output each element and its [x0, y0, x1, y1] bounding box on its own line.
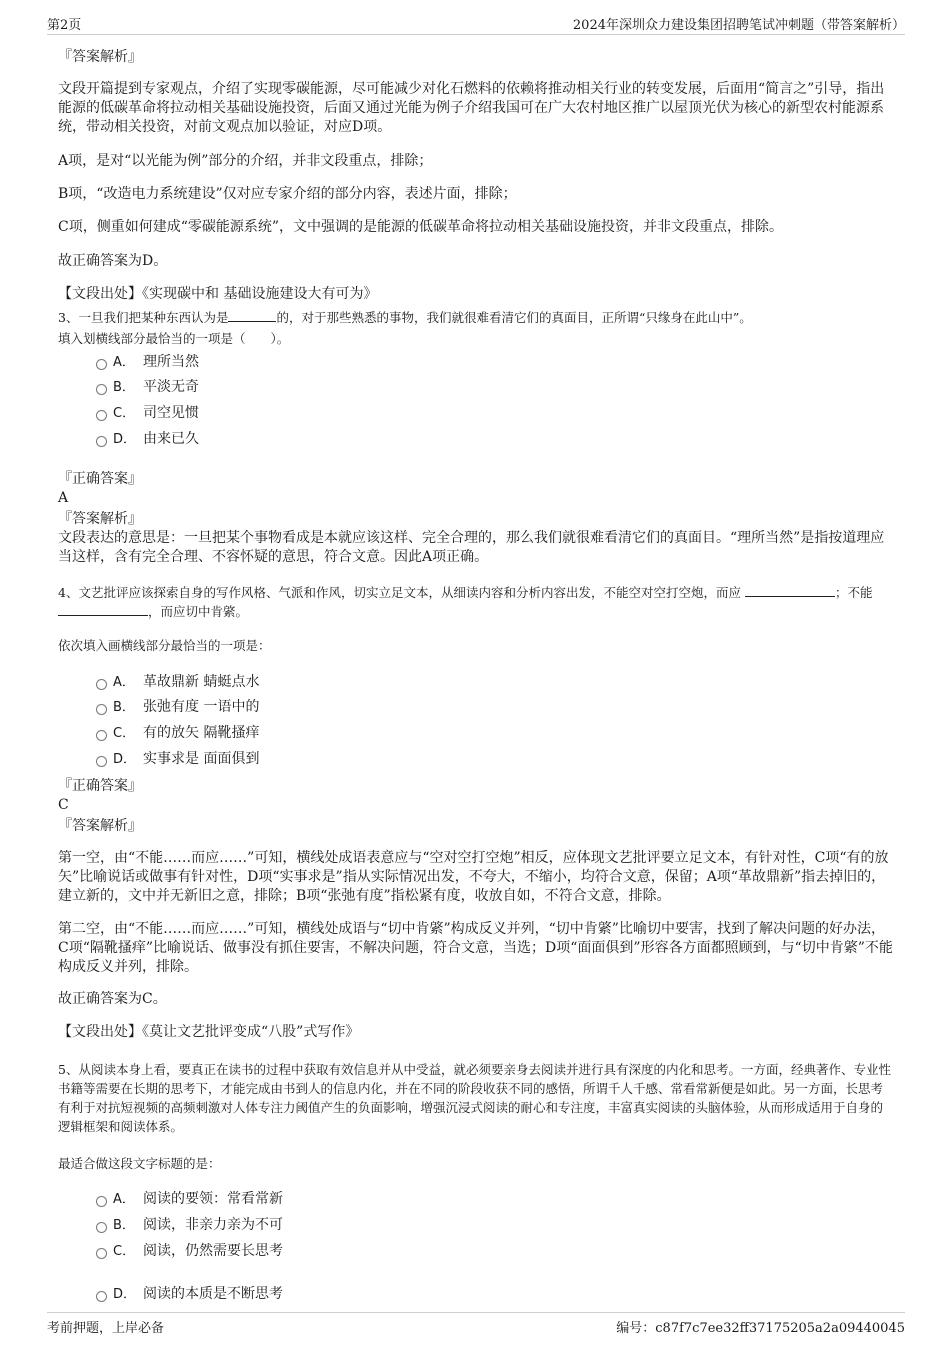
page-number: 第2页: [47, 18, 82, 33]
q4-option-c[interactable]: C． 有的放矢 隔靴搔痒: [96, 722, 259, 742]
q4-blank-2: [58, 603, 148, 616]
q2-analysis-p3: B项，“改造电力系统建设”仅对应专家介绍的部分内容，表述片面，排除；: [58, 186, 517, 202]
radio-icon[interactable]: [96, 1196, 107, 1207]
q3-analysis: 文段表达的意思是：一旦把某个事物看成是本就应该这样、完全合理的，那么我们就很难看清它们的真面目。“理所当然”是指按道理应当这样，含有完全合理、不容怀疑的意思，符合文意。因此A项正确。: [58, 530, 885, 565]
q5-stem-instruction: 最适合做这段文字标题的是：: [58, 1156, 221, 1171]
q5-option-c[interactable]: C． 阅读，仍然需要长思考: [96, 1240, 283, 1260]
q2-analysis-p1: 文段开篇提到专家观点，介绍了实现零碳能源，尽可能减少对化石燃料的依赖将推动相关行业的转变发展，后面用“简言之”引导，指出能源的低碳革命将拉动相关基础设施投资，后面又通过光能为例子介绍我国可在广大农村地区推广以屋顶光伏为核心的新型农村能源系统，带动相关投资，对前文观点加以验证，对应D项。: [58, 81, 885, 135]
q2-source: 【文段出处】《实现碳中和 基础设施建设大有可为》: [58, 286, 378, 302]
radio-icon[interactable]: [96, 1291, 107, 1302]
q4-stem: 4、文艺批评应该探索自身的写作风格、气派和作风，切实立足文本，从细读内容和分析内容出发，不能空对空打空炮，而应 ；不能 ，而应切中肯綮。: [58, 585, 873, 619]
radio-icon[interactable]: [96, 359, 107, 370]
document-title: 2024年深圳众力建设集团招聘笔试冲刺题（带答案解析）: [572, 18, 905, 33]
q3-option-a[interactable]: A． 理所当然: [96, 351, 199, 371]
radio-icon[interactable]: [96, 704, 107, 715]
q2-analysis-p4: C项，侧重如何建成“零碳能源系统”，文中强调的是能源的低碳革命将拉动相关基础设施投资，并非文段重点，排除。: [58, 219, 784, 235]
q2-analysis-label: 『答案解析』: [58, 49, 142, 65]
document-code: 编号：c87f7c7ee32ff37175205a2a09440045: [616, 1321, 905, 1336]
q5-option-b[interactable]: B． 阅读，非亲力亲为不可: [96, 1214, 283, 1234]
page-header: [47, 14, 905, 35]
q2-analysis-p5: 故正确答案为D。: [58, 253, 168, 269]
q3-analysis-label: 『答案解析』: [58, 511, 142, 527]
q3-stem-instruction: 填入划横线部分最恰当的一项是（ ）。: [58, 331, 290, 346]
q4-source: 【文段出处】《莫让文艺批评变成“八股”式写作》: [58, 1024, 360, 1040]
radio-icon[interactable]: [96, 1222, 107, 1233]
q3-blank: [228, 309, 276, 322]
q4-answer-label: 『正确答案』: [58, 778, 142, 794]
q4-analysis-label: 『答案解析』: [58, 818, 142, 834]
radio-icon[interactable]: [96, 1248, 107, 1259]
page-footer: [47, 1312, 905, 1337]
q4-option-a[interactable]: A． 革故鼎新 蜻蜓点水: [96, 671, 259, 691]
radio-icon[interactable]: [96, 730, 107, 741]
radio-icon[interactable]: [96, 384, 107, 395]
q3-answer: A: [58, 490, 69, 506]
q3-answer-label: 『正确答案』: [58, 471, 142, 487]
radio-icon[interactable]: [96, 436, 107, 447]
q5-stem: 5、从阅读本身上看，要真正在读书的过程中获取有效信息并从中受益，就必须要亲身去阅读并进行具有深度的内化和思考。一方面，经典著作、专业性书籍等需要在长期的思考下，才能完成由书到人的信息内化，并在不同的阶段收获不同的感悟，所谓千人千感、常看常新便是如此。另一方面，长思考有利于对抗短视频的高频刺激对人体专注力阈值产生的负面影响，增强沉浸式阅读的耐心和专注度，丰富真实阅读的头脑体验，从而形成适用于自身的逻辑框架和阅读体系。: [58, 1062, 891, 1134]
q4-stem-instruction: 依次填入画横线部分最恰当的一项是：: [58, 638, 271, 653]
radio-icon[interactable]: [96, 679, 107, 690]
q4-analysis-p1: 第一空，由“不能……而应……”可知，横线处成语表意应与“空对空打空炮”相反，应体现文艺批评要立足文本，有针对性，C项“有的放矢”比喻说话或做事有针对性，D项“实事求是”指从实际情况出发，不夸大，不缩小，均符合文意，保留；A项“革故鼎新”指去掉旧的，建立新的，文中并无新旧之意，排除；B项“张弛有度”指松紧有度，收放自如，不符合文意，排除。: [58, 850, 889, 904]
q4-analysis-p2: 第二空，由“不能……而应……”可知，横线处成语与“切中肯綮”构成反义并列，“切中肯綮”比喻切中要害，找到了解决问题的好办法，C项“隔靴搔痒”比喻说话、做事没有抓住要害，不解决问题，符合文意，当选；D项“面面俱到”形容各方面都照顾到，与“切中肯綮”不能构成反义并列，排除。: [58, 921, 893, 975]
q4-analysis-p3: 故正确答案为C。: [58, 991, 167, 1007]
q4-blank-1: [745, 584, 835, 597]
footer-slogan: 考前押题，上岸必备: [47, 1321, 165, 1336]
radio-icon[interactable]: [96, 756, 107, 767]
q3-option-c[interactable]: C． 司空见惯: [96, 402, 199, 422]
q4-answer: C: [58, 797, 69, 813]
radio-icon[interactable]: [96, 410, 107, 421]
q3-option-d[interactable]: D． 由来已久: [96, 428, 199, 448]
q4-option-b[interactable]: B． 张弛有度 一语中的: [96, 696, 259, 716]
q5-option-d[interactable]: D． 阅读的本质是不断思考: [96, 1283, 283, 1303]
q3-stem: 3、一旦我们把某种东西认为是 的，对于那些熟悉的事物，我们就很难看清它们的真面目，正所谓“只缘身在此山中”。: [58, 310, 752, 325]
q4-option-d[interactable]: D． 实事求是 面面俱到: [96, 748, 259, 768]
q2-analysis-p2: A项，是对“以光能为例”部分的介绍，并非文段重点，排除；: [58, 153, 433, 169]
q3-option-b[interactable]: B． 平淡无奇: [96, 376, 199, 396]
q5-option-a[interactable]: A． 阅读的要领：常看常新: [96, 1188, 283, 1208]
